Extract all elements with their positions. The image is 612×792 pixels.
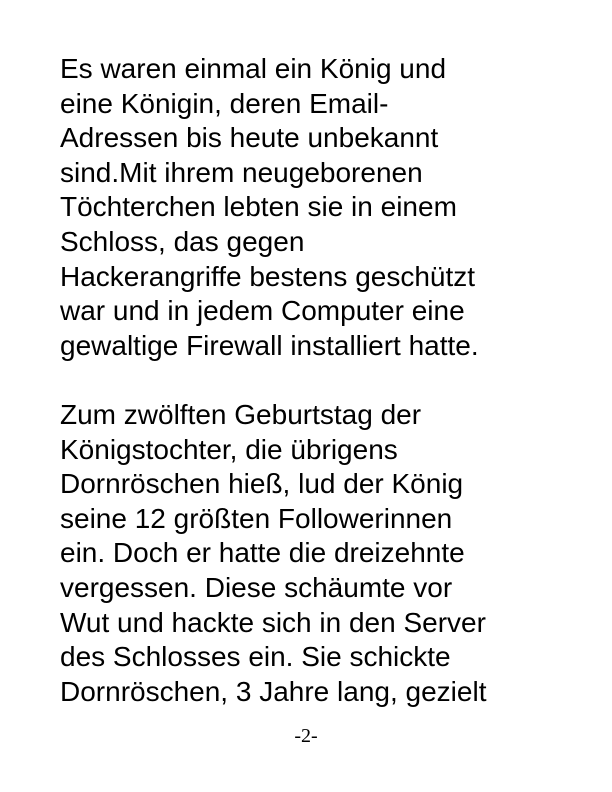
text-line: Wut und hackte sich in den Server	[60, 606, 486, 638]
paragraph-1	[60, 52, 580, 363]
text-line: des Schlosses ein. Sie schickte	[60, 641, 451, 673]
text-line: war und in jedem Computer eine	[60, 295, 465, 327]
text-line: Zum zwölften Geburtstag der	[60, 398, 422, 430]
text-line: vergessen. Diese schäumte vor	[60, 571, 453, 603]
text-line: Dornröschen, 3 Jahre lang, gezielt	[60, 675, 487, 707]
text-line: Hackerangriffe bestens geschützt	[60, 260, 476, 292]
text-line: seine 12 größten Followerinnen	[60, 502, 453, 534]
text-line: Töchterchen lebten sie in einem	[60, 191, 457, 223]
paragraph-2	[60, 398, 580, 709]
text-line: gewaltige Firewall installiert hatte.	[60, 329, 479, 361]
text-line: sind.Mit ihrem neugeborenen	[60, 156, 423, 188]
page-number: -2-	[294, 725, 318, 747]
text-line: Königstochter, die übrigens	[60, 433, 398, 465]
text-line: ein. Doch er hatte die dreizehnte	[60, 537, 465, 569]
text-line: Es waren einmal ein König und	[60, 53, 447, 84]
page-body	[60, 52, 580, 709]
text-line: Adressen bis heute unbekannt	[60, 122, 439, 154]
text-line: Dornröschen hieß, lud der König	[60, 468, 464, 500]
paragraph-spacer	[60, 363, 580, 398]
text-line: eine Königin, deren Email-	[60, 87, 389, 119]
text-line: Schloss, das gegen	[60, 225, 305, 257]
